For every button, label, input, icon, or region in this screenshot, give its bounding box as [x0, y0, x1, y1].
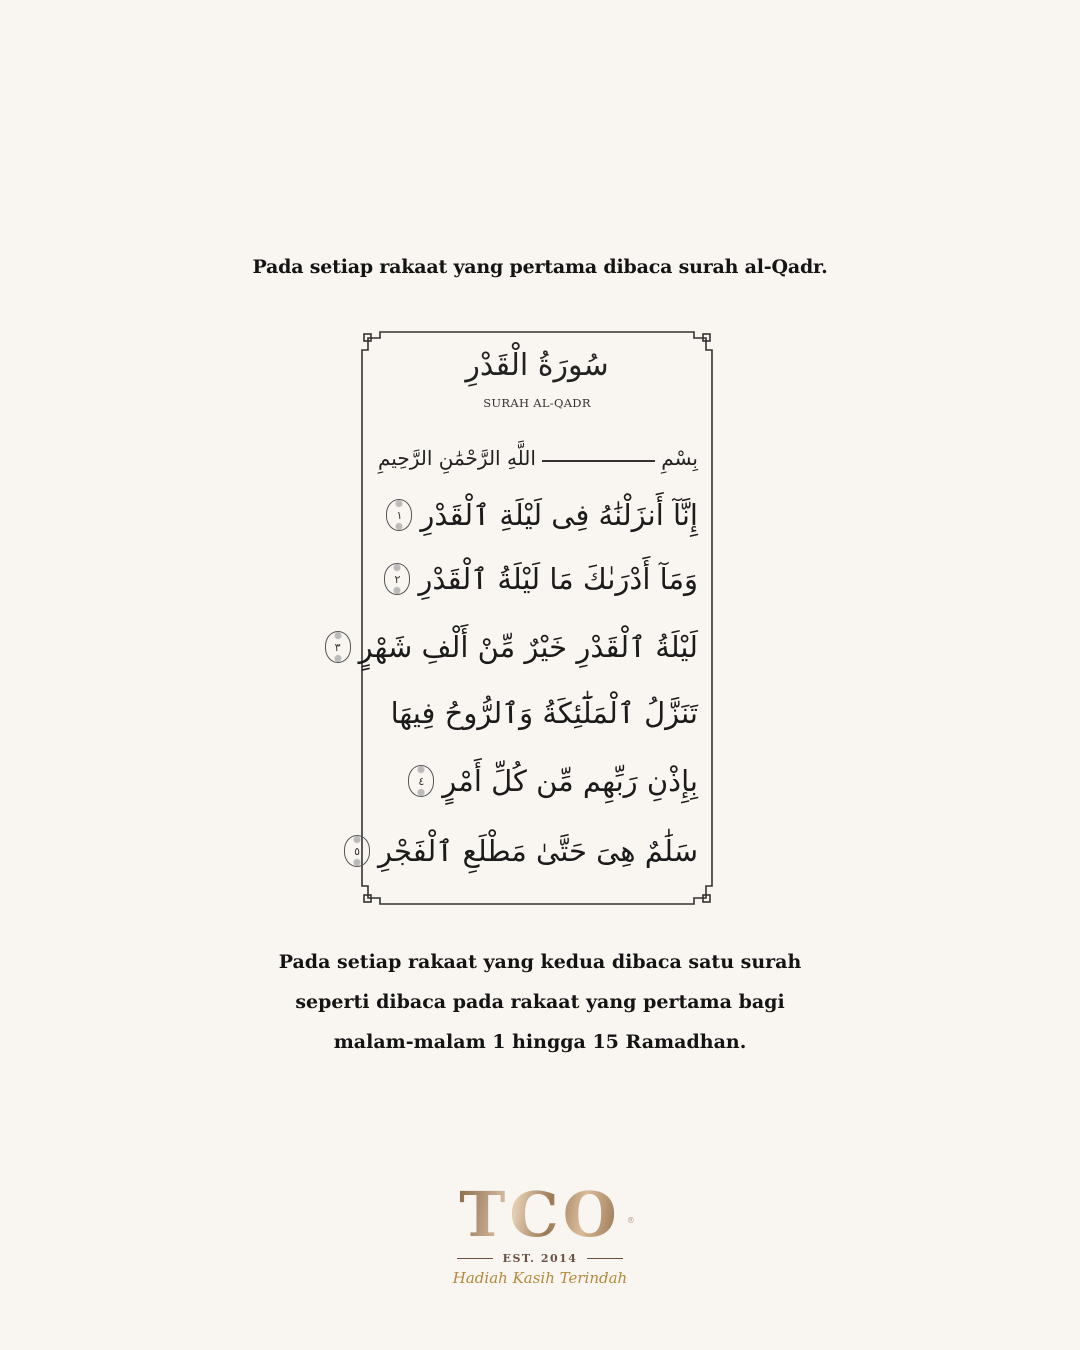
- basmala-end: اللَّهِ الرَّحْمَٰنِ الرَّحِيمِ: [378, 446, 536, 470]
- caption-line: Pada setiap rakaat yang kedua dibaca satu surah: [278, 951, 802, 973]
- basmala: [378, 438, 698, 478]
- ayah-number-badge: ١: [386, 499, 412, 531]
- surah-title-arabic: سُورَةُ الْقَدْرِ: [465, 348, 609, 383]
- logo-letters: TCO: [459, 1178, 621, 1251]
- verse-text: وَمَآ أَدْرَىٰكَ مَا لَيْلَةُ ٱلْقَدْرِ: [418, 562, 698, 596]
- verse-3: [325, 630, 698, 664]
- surah-title-latin: SURAH AL-QADR: [483, 396, 591, 410]
- ayah-number-badge: ٥: [344, 835, 370, 867]
- verse-4b: [408, 764, 698, 798]
- verse-text: بِإِذْنِ رَبِّهِم مِّن كُلِّ أَمْرٍ: [442, 764, 698, 798]
- basmala-start: بِسْمِ: [661, 446, 698, 470]
- verse-4a: [391, 696, 698, 730]
- basmala-kashida-line: [542, 460, 655, 462]
- verse-text: سَلَٰمٌ هِىَ حَتَّىٰ مَطْلَعِ ٱلْفَجْرِ: [378, 834, 698, 868]
- caption-second-rakaat: [0, 942, 1080, 1062]
- est-text: EST. 2014: [502, 1252, 578, 1265]
- registered-icon: ®: [626, 1216, 635, 1225]
- verse-1: [386, 498, 698, 532]
- caption-line: seperti dibaca pada rakaat yang pertama bagi: [295, 991, 785, 1013]
- verse-text: إِنَّآ أَنزَلْنَٰهُ فِى لَيْلَةِ ٱلْقَدْرِ: [420, 498, 698, 532]
- surah-frame: [334, 330, 714, 906]
- ayah-number-badge: ٢: [384, 563, 410, 595]
- logo-established: [440, 1252, 640, 1265]
- logo-tagline: Hadiah Kasih Terindah: [452, 1269, 628, 1287]
- caption-line: malam-malam 1 hingga 15 Ramadhan.: [333, 1031, 747, 1053]
- verse-2: [384, 562, 698, 596]
- ayah-number-badge: ٣: [325, 631, 351, 663]
- verse-text: لَيْلَةُ ٱلْقَدْرِ خَيْرٌ مِّنْ أَلْفِ شَهْرٍ: [358, 630, 698, 664]
- ornamental-frame-border: [360, 330, 714, 906]
- divider-right: [587, 1258, 623, 1260]
- ayah-number-badge: ٤: [408, 765, 434, 797]
- divider-left: [457, 1258, 493, 1260]
- verse-text: تَنَزَّلُ ٱلْمَلَٰٓئِكَةُ وَٱلرُّوحُ فِيهَا: [390, 696, 698, 730]
- brand-logo: [440, 1180, 640, 1287]
- verse-5: [344, 834, 698, 868]
- logo-mark: [459, 1178, 635, 1251]
- caption-first-rakaat: Pada setiap rakaat yang pertama dibaca surah al-Qadr.: [252, 256, 828, 278]
